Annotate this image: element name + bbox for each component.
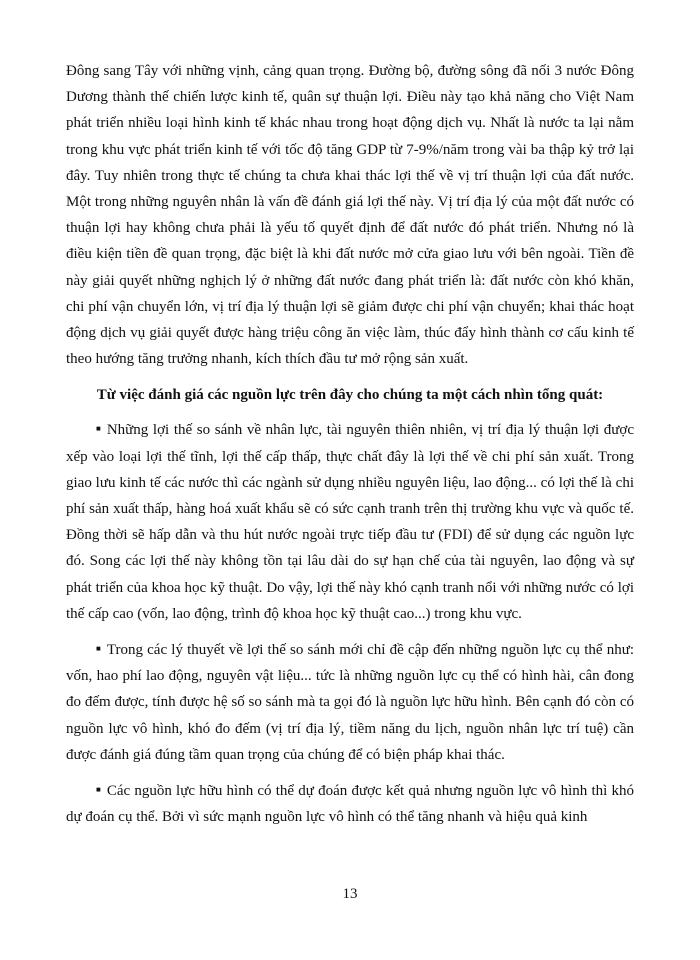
bullet-text-3: Các nguồn lực hữu hình có thể dự đoán được kết quả nhưng nguồn lực vô hình thì khó dự đoán cụ thể. Bởi vì sức mạnh nguồn lực vô hình có thể tăng nhanh và hiệu quả kinh xyxy=(66,783,634,826)
section-heading: Từ việc đánh giá các nguồn lực trên đây cho chúng ta một cách nhìn tổng quát: xyxy=(96,387,604,404)
bullet-text-1: Những lợi thế so sánh về nhân lực, tài nguyên thiên nhiên, vị trí địa lý thuận lợi được xếp vào loại lợi thế tĩnh, lợi thế cấp thấp, thực chất đây là lợi thế về chi phí sản xuất. Trong giao lưu kinh tế các nước thì các ngành sử dụng nhiều nguyên liệu, lao động... có lợi thế là chi phí sản xuất thấp, hàng hoá xuất khẩu sẽ có sức cạnh tranh trên thị trường khu vực và quốc tế. Đồng thời sẽ hấp dẫn và thu hút nước ngoài trực tiếp đầu tư (FDI) để sử dụng các nguồn lực đó. Song các lợi thế này không tồn tại lâu dài do sự hạn chế của tài nguyên, lao động và sự phát triển của khoa học kỹ thuật. Do vậy, lợi thế này khó cạnh tranh nổi với những nước có lợi thế cấp cao (vốn, lao động, trình độ khoa học kỹ thuật cao...) trong khu vực. xyxy=(66,422,634,622)
intro-paragraph: Đông sang Tây với những vịnh, cảng quan trọng. Đường bộ, đường sông đã nối 3 nước Đông Dương thành thế chiến lược kinh tế, quân sự thuận lợi. Điều này tạo khả năng cho Việt Nam phát triển nhiều loại hình kinh tế khác nhau trong hoạt động dịch vụ. Nhất là nước ta lại nằm trong khu vực phát triển kinh tế với tốc độ tăng GDP từ 7-9%/năm trong vài ba thập kỷ trở lại đây. Tuy nhiên trong thực tế chúng ta chưa khai thác lợi thế về vị trí thuận lợi của đất nước. Một trong những nguyên nhân là vấn đề đánh giá lợi thế này. Vị trí địa lý của một đất nước có thuận lợi hay không chưa phải là yếu tố quyết định để đất nước đó phát triển. Nhưng nó là điều kiện tiền đề quan trọng, đặc biệt là khi đất nước mở cửa giao lưu với bên ngoài. Tiền đề này giải quyết những nghịch lý ở những đất nước đang phát triển là: đất nước còn khó khăn, chi phí vận chuyển lớn, vị trí địa lý thuận lợi sẽ giảm được chi phí vận chuyển; khai thác hoạt động dịch vụ giải quyết được hàng triệu công ăn việc làm, thúc đẩy hình thành cơ cấu kinh tế theo hướng tăng trưởng nhanh, kích thích đầu tư mở rộng sản xuất. xyxy=(66,63,634,368)
square-bullet-icon: ■ xyxy=(96,644,101,654)
square-bullet-icon: ■ xyxy=(96,785,101,795)
bullet-text-2: Trong các lý thuyết về lợi thế so sánh mới chỉ đề cập đến những nguồn lực cụ thể như: vốn, hao phí lao động, nguyên vật liệu... tức là những nguồn lực cụ thể có hình hài, cân đong đo đếm được, tính được hệ số so sánh mà ta gọi đó là nguồn lực hữu hình. Bên cạnh đó còn có nguồn lực vô hình, khó đo đếm (vị trí địa lý, tiềm năng du lịch, nguồn nhân lực trí tuệ) cần được đánh giá đúng tầm quan trọng của chúng để có biện pháp khai thác. xyxy=(66,642,634,763)
bullet-paragraph-2 xyxy=(66,636,634,768)
bullet-paragraph-1 xyxy=(66,416,634,627)
bullet-paragraph-3 xyxy=(66,777,634,830)
page-number: 13 xyxy=(342,886,358,902)
square-bullet-icon: ■ xyxy=(96,424,101,434)
